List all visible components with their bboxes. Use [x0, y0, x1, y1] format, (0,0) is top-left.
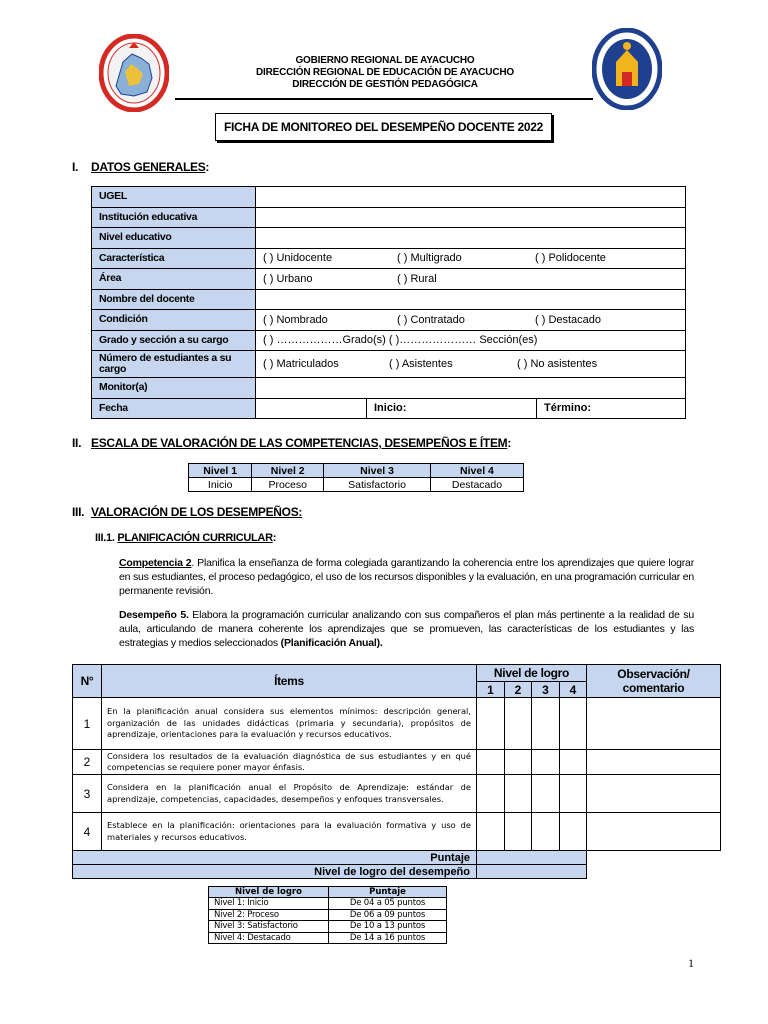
- puntaje-spacer: [587, 851, 721, 865]
- header-nivel-logro: Nivel de logro: [477, 665, 587, 682]
- pts-nivel: Nivel 1: Inicio: [209, 898, 329, 910]
- label-ugel: UGEL: [92, 187, 256, 208]
- competencia-paragraph: [119, 556, 694, 598]
- header-items: Ítems: [102, 665, 477, 698]
- desempeno-label: Desempeño 5.: [119, 609, 189, 621]
- option-multigrado[interactable]: ( ) Multigrado: [397, 252, 462, 265]
- option-unidocente[interactable]: ( ) Unidocente: [263, 252, 333, 265]
- option-destacado[interactable]: ( ) Destacado: [535, 313, 602, 326]
- label-grado-seccion: Grado y sección a su cargo: [92, 330, 256, 351]
- items-table: [72, 664, 721, 879]
- table-row: [209, 932, 447, 944]
- item-number: 1: [73, 698, 102, 750]
- header-level-3: 3: [532, 682, 560, 698]
- item-3-observacion-cell[interactable]: [587, 775, 721, 813]
- pts-rango: De 10 a 13 puntos: [329, 921, 447, 933]
- table-row: [73, 775, 721, 813]
- table-row: [73, 750, 721, 775]
- table-row: [209, 921, 447, 933]
- header-line-2: DIRECCIÓN REGIONAL DE EDUCACIÓN DE AYACUCHO: [256, 67, 514, 78]
- item-1-level-4-cell[interactable]: [559, 698, 587, 750]
- item-text: Establece en la planificación: orientaciones para la evaluación formativa y uso de materiales y recursos educativos.: [102, 813, 477, 851]
- label-condicion: Condición: [92, 310, 256, 331]
- label-monitor: Monitor(a): [92, 378, 256, 399]
- institution-header: [180, 55, 590, 91]
- option-asistentes[interactable]: ( ) Asistentes: [389, 358, 453, 370]
- field-monitor[interactable]: [256, 378, 686, 399]
- field-nombre-docente[interactable]: [256, 289, 686, 310]
- field-caracteristica[interactable]: [256, 248, 686, 269]
- item-1-observacion-cell[interactable]: [587, 698, 721, 750]
- label-numero-estudiantes: Número de estudiantes a su cargo: [92, 351, 256, 378]
- option-no-asistentes[interactable]: ( ) No asistentes: [517, 358, 598, 370]
- pts-rango: De 14 a 16 puntos: [329, 932, 447, 944]
- header-level-2: 2: [504, 682, 532, 698]
- item-2-observacion-cell[interactable]: [587, 750, 721, 775]
- competencia-label: Competencia 2: [119, 557, 192, 569]
- document-title: FICHA DE MONITOREO DEL DESEMPEÑO DOCENTE 2022: [215, 113, 552, 141]
- section-2-title: [72, 436, 511, 450]
- item-4-level-3-cell[interactable]: [532, 813, 560, 851]
- item-4-level-1-cell[interactable]: [477, 813, 505, 851]
- item-text: Considera los resultados de la evaluación diagnóstica de sus estudiantes y en qué competencias se requiere poner mayor énfasis.: [102, 750, 477, 775]
- header-line-3: DIRECCIÓN DE GESTIÓN PEDAGÓGICA: [292, 79, 478, 90]
- item-4-level-4-cell[interactable]: [559, 813, 587, 851]
- item-3-level-2-cell[interactable]: [504, 775, 532, 813]
- item-text: Considera en la planificación anual el Propósito de Aprendizaje: estándar de aprendizaje, competencias, capacidades, desempeños y enfoques transversales.: [102, 775, 477, 813]
- escala-valoracion-table: [188, 463, 524, 492]
- section-1-colon: :: [205, 160, 210, 174]
- scale-header-2: Nivel 2: [252, 464, 324, 478]
- field-condicion[interactable]: [256, 310, 686, 331]
- header-level-1: 1: [477, 682, 505, 698]
- table-row: [73, 813, 721, 851]
- desempeno-bold: (Planificación Anual).: [280, 637, 383, 649]
- item-text: En la planificación anual considera sus elementos mínimos: descripción general, organización de las unidades didácticas (primaria y secundaria), propósitos de aprendizaje, orientaciones para la evaluación y recursos educativos.: [102, 698, 477, 750]
- section-2-label: ESCALA DE VALORACIÓN DE LAS COMPETENCIAS, DESEMPEÑOS E ÍTEM: [91, 436, 508, 450]
- label-area: Área: [92, 269, 256, 290]
- desempeno-paragraph: [119, 608, 694, 650]
- item-3-level-1-cell[interactable]: [477, 775, 505, 813]
- subsection-number: III.1.: [95, 532, 115, 544]
- item-2-level-4-cell[interactable]: [559, 750, 587, 775]
- pts-nivel: Nivel 3: Satisfactorio: [209, 921, 329, 933]
- item-number: 2: [73, 750, 102, 775]
- puntaje-table: [208, 886, 447, 944]
- item-2-level-1-cell[interactable]: [477, 750, 505, 775]
- option-rural[interactable]: ( ) Rural: [397, 272, 437, 285]
- table-row: [73, 698, 721, 750]
- scale-value-1: Inicio: [189, 478, 252, 492]
- option-polidocente[interactable]: ( ) Polidocente: [535, 252, 606, 265]
- field-grado-seccion[interactable]: ( ) ………………Grado(s) ( )………………… Sección(es): [256, 330, 686, 351]
- option-urbano[interactable]: ( ) Urbano: [263, 272, 313, 285]
- field-fecha-termino[interactable]: Término:: [537, 398, 686, 419]
- table-row: [209, 898, 447, 910]
- option-matriculados[interactable]: ( ) Matriculados: [263, 358, 339, 370]
- datos-generales-table: [91, 186, 686, 419]
- item-3-level-3-cell[interactable]: [532, 775, 560, 813]
- section-3-label: VALORACIÓN DE LOS DESEMPEÑOS:: [91, 505, 303, 519]
- section-3-number: III.: [72, 505, 85, 519]
- nivel-desempeno-spacer: [587, 865, 721, 879]
- label-caracteristica: Característica: [92, 248, 256, 269]
- subsection-title: [95, 532, 276, 544]
- field-ugel[interactable]: [256, 187, 686, 208]
- field-numero-estudiantes[interactable]: [256, 351, 686, 378]
- label-fecha: Fecha: [92, 398, 256, 419]
- item-3-level-4-cell[interactable]: [559, 775, 587, 813]
- field-area[interactable]: [256, 269, 686, 290]
- item-2-level-2-cell[interactable]: [504, 750, 532, 775]
- gobierno-regional-logo: [99, 34, 169, 112]
- item-2-level-3-cell[interactable]: [532, 750, 560, 775]
- item-4-level-2-cell[interactable]: [504, 813, 532, 851]
- scale-value-4: Destacado: [430, 478, 523, 492]
- header-observacion: Observación/ comentario: [587, 665, 721, 698]
- header-level-4: 4: [559, 682, 587, 698]
- section-2-colon: :: [507, 436, 512, 450]
- scale-header-4: Nivel 4: [430, 464, 523, 478]
- direccion-regional-educacion-logo: [592, 28, 662, 110]
- subsection-colon: :: [272, 532, 277, 544]
- header-divider: [175, 98, 593, 100]
- page-number: 1: [688, 956, 694, 970]
- item-number: 3: [73, 775, 102, 813]
- label-institucion: Institución educativa: [92, 207, 256, 228]
- pts-rango: De 04 a 05 puntos: [329, 898, 447, 910]
- pts-nivel: Nivel 2: Proceso: [209, 909, 329, 921]
- pts-nivel: Nivel 4: Destacado: [209, 932, 329, 944]
- section-1-label: DATOS GENERALES: [91, 160, 206, 174]
- item-1-level-2-cell[interactable]: [504, 698, 532, 750]
- competencia-text: . Planifica la enseñanza de forma colegiada garantizando la coherencia entre los aprendizajes que quiere lograr en sus estudiantes, el proceso pedagógico, el uso de los recursos disponibles y la evaluación, en una programación curricular en permanente revisión.: [119, 557, 695, 597]
- scale-value-2: Proceso: [252, 478, 324, 492]
- header-numero: N°: [73, 665, 102, 698]
- scale-header-3: Nivel 3: [324, 464, 431, 478]
- pts-rango: De 06 a 09 puntos: [329, 909, 447, 921]
- puntaje-value-cell[interactable]: [477, 851, 587, 865]
- field-fecha-blank[interactable]: [256, 398, 367, 419]
- section-2-number: II.: [72, 436, 82, 450]
- label-nombre-docente: Nombre del docente: [92, 289, 256, 310]
- section-3-title: [72, 505, 302, 519]
- field-institucion[interactable]: [256, 207, 686, 228]
- subsection-label: PLANIFICACIÓN CURRICULAR: [117, 532, 273, 544]
- header-line-1: GOBIERNO REGIONAL DE AYACUCHO: [295, 55, 475, 66]
- section-1-title: [72, 160, 209, 174]
- option-nombrado[interactable]: ( ) Nombrado: [263, 313, 328, 326]
- scale-header-1: Nivel 1: [189, 464, 252, 478]
- section-1-number: I.: [72, 160, 79, 174]
- pts-header-puntaje: Puntaje: [329, 887, 447, 898]
- scale-value-3: Satisfactorio: [324, 478, 431, 492]
- option-contratado[interactable]: ( ) Contratado: [397, 313, 465, 326]
- field-fecha-inicio[interactable]: Inicio:: [367, 398, 537, 419]
- desempeno-text: Elabora la programación curricular analizando con sus compañeros el plan más pertinente a la realidad de su aula, articulando de manera coherente los aprendizajes que se promueven, las características de los estudiantes y las estrategias y medios seleccionados: [119, 609, 695, 649]
- item-1-level-1-cell[interactable]: [477, 698, 505, 750]
- pts-header-nivel: Nivel de logro: [209, 887, 329, 898]
- item-1-level-3-cell[interactable]: [532, 698, 560, 750]
- field-nivel-educativo[interactable]: [256, 228, 686, 249]
- puntaje-label: Puntaje: [73, 851, 477, 865]
- nivel-desempeno-value-cell[interactable]: [477, 865, 587, 879]
- label-nivel-educativo: Nivel educativo: [92, 228, 256, 249]
- nivel-desempeno-label: Nivel de logro del desempeño: [73, 865, 477, 879]
- item-4-observacion-cell[interactable]: [587, 813, 721, 851]
- item-number: 4: [73, 813, 102, 851]
- table-row: [209, 909, 447, 921]
